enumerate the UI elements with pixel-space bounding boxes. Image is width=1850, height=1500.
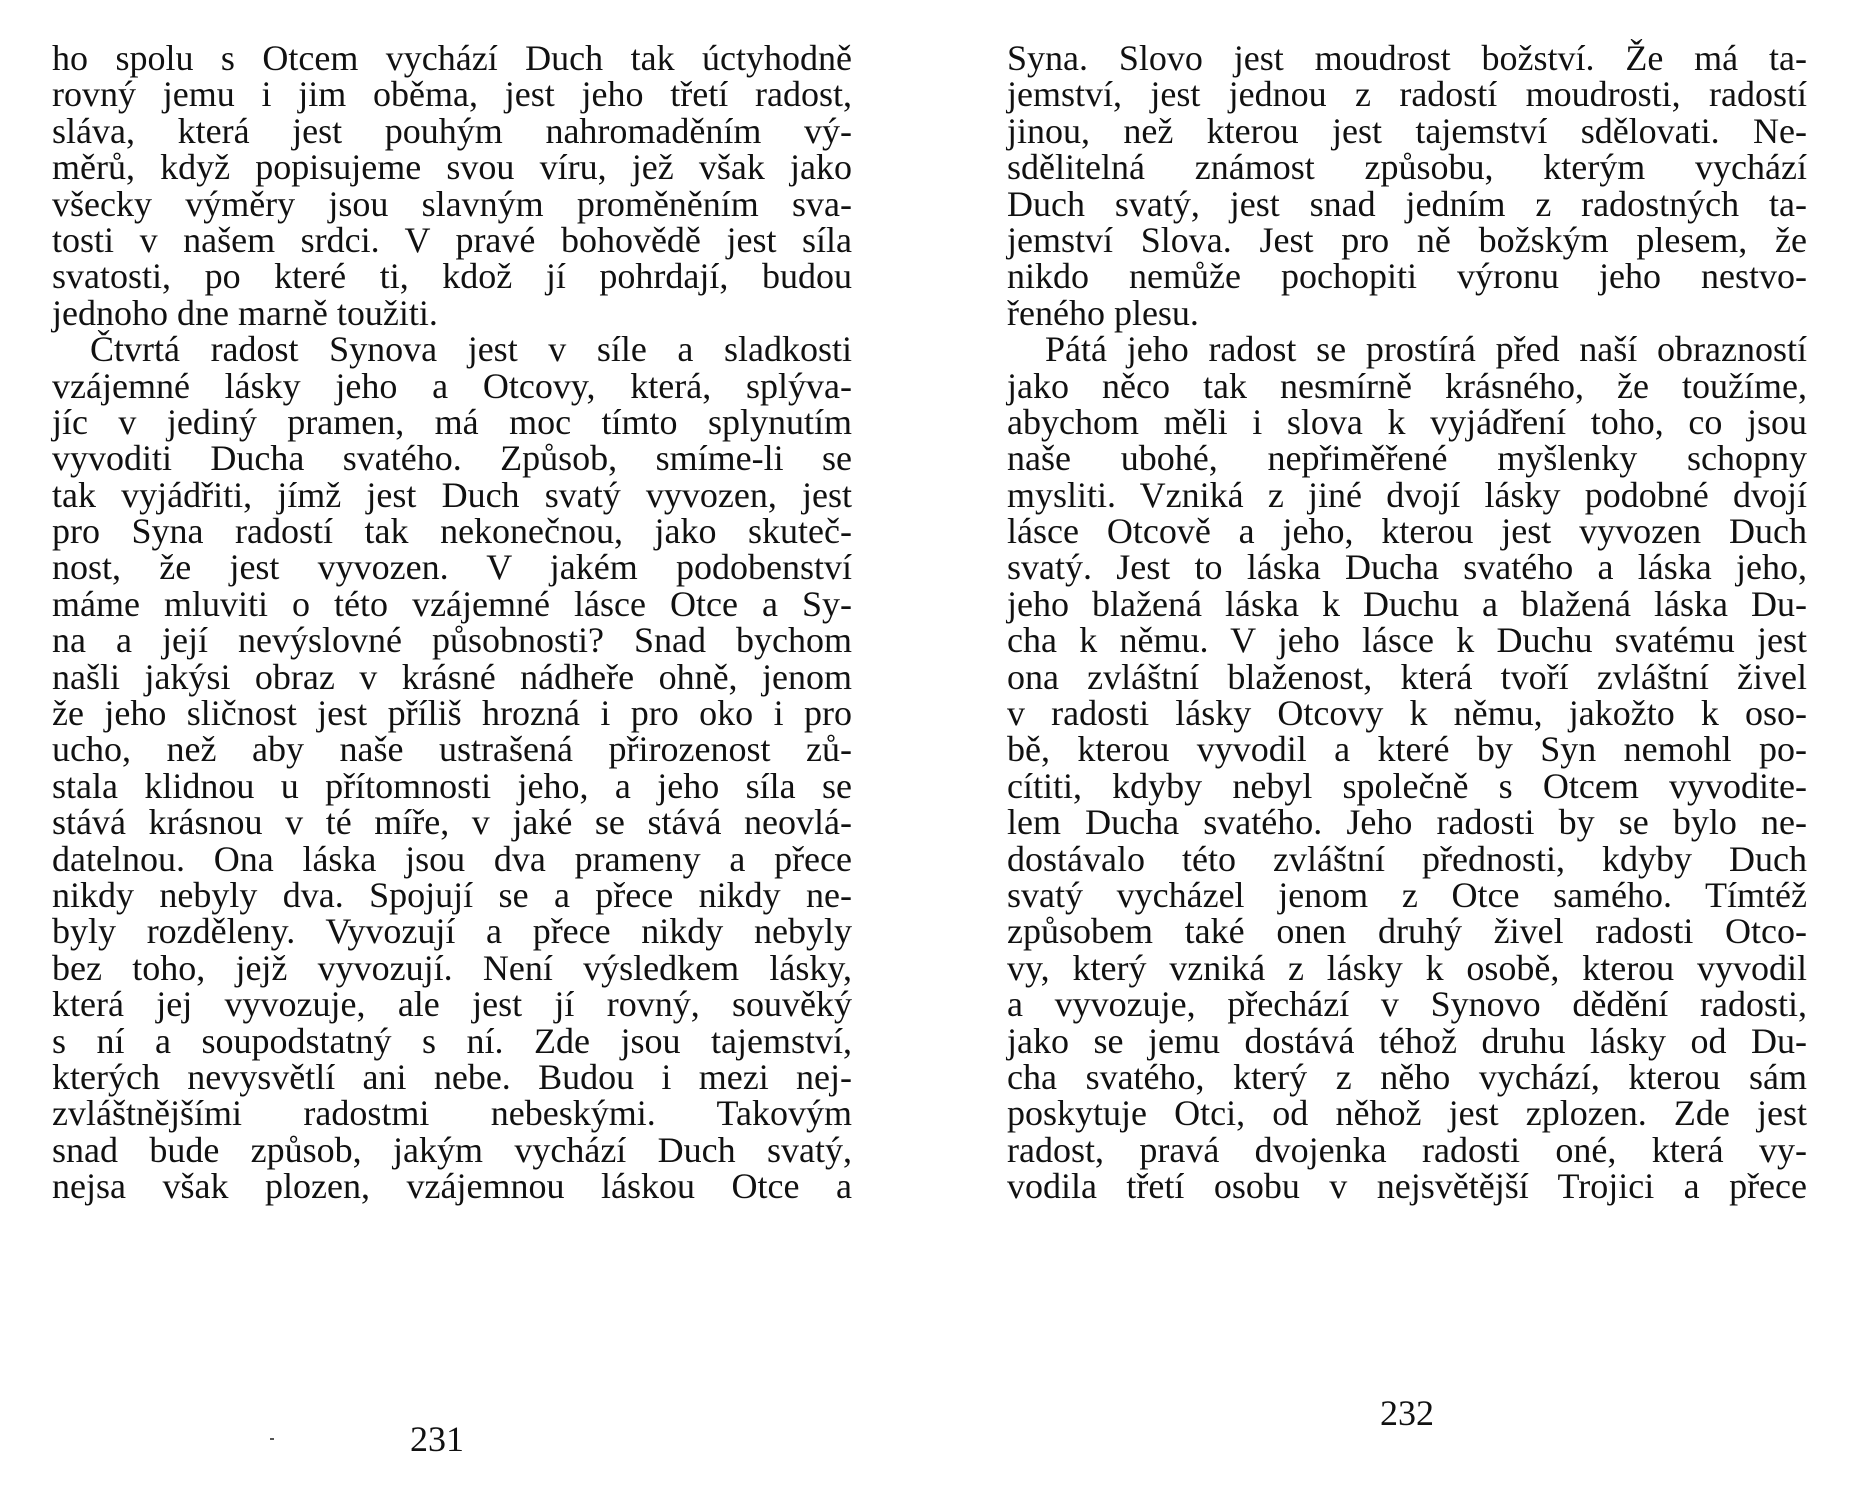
- text-line: cha svatého, který z něho vychází, kterou sám: [1007, 1056, 1807, 1097]
- text-line: stala klidnou u přítomnosti jeho, a jeho síla se: [52, 765, 852, 806]
- text-line: vzájemné lásky jeho a Otcovy, která, splýva-: [52, 365, 852, 406]
- text-line: jíc v jediný pramen, má moc tímto splynutím: [52, 401, 852, 442]
- text-line: kterých nevysvětlí ani nebe. Budou i mezi nej-: [52, 1056, 852, 1097]
- text-line: svatosti, po které ti, kdož jí pohrdají, budou: [52, 256, 852, 297]
- text-line: byly rozděleny. Vyvozují a přece nikdy nebyly: [52, 911, 852, 952]
- left-page: [0, 0, 900, 1500]
- paragraph-start-line: Pátá jeho radost se prostírá před naší obrazností: [1045, 329, 1807, 370]
- page-number: 231: [410, 1419, 464, 1459]
- page-number: 232: [1380, 1393, 1434, 1433]
- text-line: nejsa však plozen, vzájemnou láskou Otce a: [52, 1166, 852, 1207]
- text-line: která jej vyvozuje, ale jest jí rovný, souvěký: [52, 984, 852, 1025]
- text-line: rovný jemu i jim oběma, jest jeho třetí radost,: [52, 74, 852, 115]
- text-line: lem Ducha svatého. Jeho radosti by se bylo ne-: [1007, 802, 1807, 843]
- text-line: jednoho dne marně toužiti.: [52, 292, 438, 333]
- text-line: jinou, než kterou jest tajemství sdělovati. Ne-: [1007, 110, 1807, 151]
- text-line: a vyvozuje, přechází v Synovo dědění radosti,: [1007, 984, 1807, 1025]
- text-line: našli jakýsi obraz v krásné nádheře ohně, jenom: [52, 656, 852, 697]
- text-line: jemství Slova. Jest pro ně božským plesem, že: [1007, 219, 1807, 260]
- text-line: s ní a soupodstatný s ní. Zde jsou tajemství,: [52, 1020, 852, 1061]
- print-mark: [270, 1438, 274, 1440]
- text-line: svatý. Jest to láska Ducha svatého a láska jeho,: [1007, 547, 1807, 588]
- text-line: vyvoditi Ducha svatého. Způsob, smíme-li se: [52, 438, 852, 479]
- text-line: radost, pravá dvojenka radosti oné, která vy-: [1007, 1129, 1807, 1170]
- text-line: měrů, když popisujeme svou víru, jež však jako: [52, 147, 852, 188]
- text-line: řeného plesu.: [1007, 292, 1199, 333]
- text-line: bě, kterou vyvodil a které by Syn nemohl po-: [1007, 729, 1807, 770]
- text-line: ucho, než aby naše ustrašená přirozenost zů-: [52, 729, 852, 770]
- text-line: tak vyjádřiti, jímž jest Duch svatý vyvozen, jest: [52, 474, 852, 515]
- text-line: sdělitelná známost způsobu, kterým vychází: [1007, 147, 1807, 188]
- text-line: svatý vycházel jenom z Otce samého. Tímtéž: [1007, 874, 1807, 915]
- text-line: Duch svatý, jest snad jedním z radostných ta-: [1007, 183, 1807, 224]
- text-line: vodila třetí osobu v nejsvětější Trojici a přece: [1007, 1166, 1807, 1207]
- text-line: lásce Otcově a jeho, kterou jest vyvozen Duch: [1007, 511, 1807, 552]
- text-line: naše ubohé, nepřiměřené myšlenky schopny: [1007, 438, 1807, 479]
- text-line: stává krásnou v té míře, v jaké se stává neovlá-: [52, 802, 852, 843]
- text-line: nikdy nebyly dva. Spojují se a přece nikdy ne-: [52, 874, 852, 915]
- text-line: jako něco tak nesmírně krásného, že toužíme,: [1007, 365, 1807, 406]
- text-line: že jeho sličnost jest příliš hrozná i pro oko i pro: [52, 693, 852, 734]
- text-line: bez toho, jejž vyvozují. Není výsledkem lásky,: [52, 947, 852, 988]
- text-line: snad bude způsob, jakým vychází Duch svatý,: [52, 1129, 852, 1170]
- text-line: vy, který vzniká z lásky k osobě, kterou vyvodil: [1007, 947, 1807, 988]
- text-line: zvláštnějšími radostmi nebeskými. Takovým: [52, 1093, 852, 1134]
- text-line: cha k němu. V jeho lásce k Duchu svatému jest: [1007, 620, 1807, 661]
- text-line: pro Syna radostí tak nekonečnou, jako skuteč-: [52, 511, 852, 552]
- paragraph-start-line: Čtvrtá radost Synova jest v síle a sladkosti: [90, 329, 852, 370]
- text-line: na a její nevýslovné působnosti? Snad bychom: [52, 620, 852, 661]
- left-page-text: [52, 40, 852, 1205]
- text-line: cítiti, kdyby nebyl společně s Otcem vyvodite-: [1007, 765, 1807, 806]
- text-line: tosti v našem srdci. V pravé bohovědě jest síla: [52, 219, 852, 260]
- text-line: Syna. Slovo jest moudrost božství. Že má ta-: [1007, 38, 1807, 78]
- text-line: nost, že jest vyvozen. V jakém podobenství: [52, 547, 852, 588]
- text-line: ho spolu s Otcem vychází Duch tak úctyhodně: [52, 38, 852, 78]
- text-line: abychom měli i slova k vyjádření toho, co jsou: [1007, 401, 1807, 442]
- text-line: sláva, která jest pouhým nahromaděním vý-: [52, 110, 852, 151]
- text-line: způsobem také onen druhý živel radosti Otco-: [1007, 911, 1807, 952]
- text-line: mysliti. Vzniká z jiné dvojí lásky podobné dvojí: [1007, 474, 1807, 515]
- text-line: nikdo nemůže pochopiti výronu jeho nestvo-: [1007, 256, 1807, 297]
- right-page: [985, 0, 1850, 1500]
- text-line: jako se jemu dostává téhož druhu lásky od Du-: [1007, 1020, 1807, 1061]
- text-line: datelnou. Ona láska jsou dva prameny a přece: [52, 838, 852, 879]
- text-line: v radosti lásky Otcovy k němu, jakožto k oso-: [1007, 693, 1807, 734]
- text-line: dostávalo této zvláštní přednosti, kdyby Duch: [1007, 838, 1807, 879]
- text-line: jeho blažená láska k Duchu a blažená láska Du-: [1007, 583, 1807, 624]
- text-line: máme mluviti o této vzájemné lásce Otce a Sy-: [52, 583, 852, 624]
- text-line: poskytuje Otci, od něhož jest zplozen. Zde jest: [1007, 1093, 1807, 1134]
- text-line: ona zvláštní blaženost, která tvoří zvláštní živel: [1007, 656, 1807, 697]
- text-line: jemství, jest jednou z radostí moudrosti, radostí: [1007, 74, 1807, 115]
- text-line: všecky výměry jsou slavným proměněním sva-: [52, 183, 852, 224]
- right-page-text: [1007, 40, 1807, 1205]
